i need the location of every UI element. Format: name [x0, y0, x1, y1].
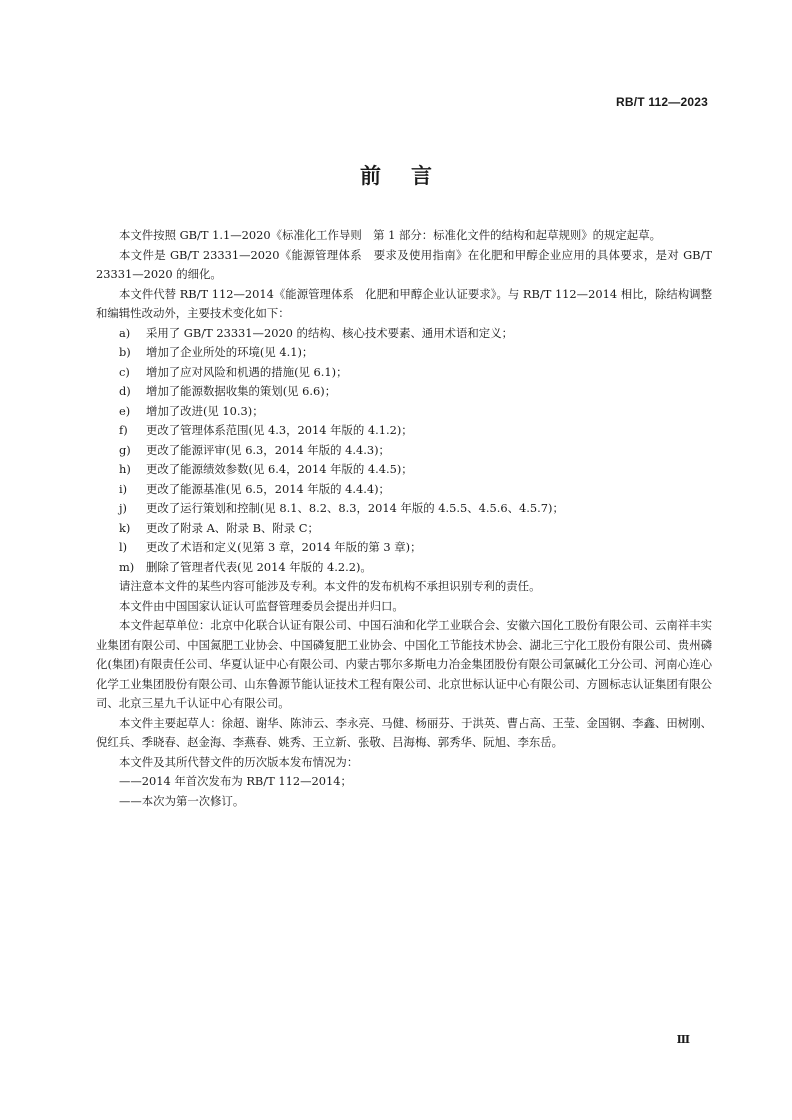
paragraph: 请注意本文件的某些内容可能涉及专利。本文件的发布机构不承担识别专利的责任。 — [119, 579, 541, 593]
paragraph: 本文件主要起草人：徐超、谢华、陈沛云、李永亮、马健、杨丽芬、于洪英、曹占高、王莹、金国钢、李鑫、田树刚、倪红兵、季晓春、赵金海、李燕春、姚秀、王立新、张敬、吕海梅、郭秀华、阮旭、李东岳。 — [96, 715, 712, 749]
list-item-text: 更改了附录 A、附录 B、附录 C； — [146, 520, 319, 535]
list-item — [96, 421, 712, 441]
list-marker: g) — [119, 442, 131, 457]
document-code: RB/T 112—2023 — [616, 95, 708, 109]
page-title: 前言 — [360, 164, 462, 188]
list-item — [96, 324, 712, 344]
list-item — [96, 441, 712, 461]
list-item — [96, 519, 712, 539]
paragraph: 本文件代替 RB/T 112—2014《能源管理体系 化肥和甲醇企业认证要求》。与 RB/T 112—2014 相比，除结构调整和编辑性改动外，主要技术变化如下： — [96, 286, 712, 320]
list-marker: i) — [119, 481, 128, 496]
history-item: ——本次为第一次修订。 — [119, 793, 245, 808]
list-item-text: 更改了能源评审(见 6.3，2014 年版的 4.4.3)； — [146, 442, 390, 457]
foreword-body — [96, 226, 712, 811]
list-marker: d) — [119, 384, 131, 398]
list-item — [96, 558, 712, 578]
list-item — [96, 480, 712, 500]
paragraph: 本文件及其所代替文件的历次版本发布情况为： — [119, 754, 359, 769]
paragraph: 本文件起草单位：北京中化联合认证有限公司、中国石油和化学工业联合会、安徽六国化工股份有限公司、云南祥丰实业集团有限公司、中国氮肥工业协会、中国磷复肥工业协会、中国化工节能技术协会、湖北三宁化工股份有限公司、贵州磷化(集团)有限责任公司、华夏认证中心有限公司、内蒙古鄂尔多斯电力冶金集团股份有限公司氯碱化工分公司、河南心连心化学工业集团股份有限公司、山东鲁源节能认证技术工程有限公司、北京世标认证中心有限公司、方圆标志认证集团有限公司、北京三星九千认证中心有限公司。 — [96, 618, 712, 710]
list-item-text: 更改了运行策划和控制(见 8.1、8.2、8.3，2014 年版的 4.5.5、4.5.6、4.5.7)； — [146, 501, 564, 515]
history-item: ——2014 年首次发布为 RB/T 112—2014； — [119, 774, 352, 788]
list-item-text: 增加了企业所处的环境(见 4.1)； — [146, 345, 314, 359]
list-marker: a) — [119, 325, 131, 340]
paragraph: 本文件按照 GB/T 1.1—2020《标准化工作导则 第 1 部分：标准化文件的结构和起草规则》的规定起草。 — [119, 228, 661, 242]
version-history-list — [96, 772, 712, 811]
list-item-text: 删除了管理者代表(见 2014 年版的 4.2.2)。 — [146, 559, 372, 574]
list-marker: j) — [119, 501, 127, 515]
list-item-text: 更改了能源绩效参数(见 6.4，2014 年版的 4.4.5)； — [146, 462, 413, 476]
list-item — [96, 538, 712, 558]
list-item-text: 更改了术语和定义(见第 3 章，2014 年版的第 3 章)； — [146, 540, 422, 554]
technical-changes-list — [96, 324, 712, 578]
list-item — [96, 460, 712, 480]
list-item-text: 增加了应对风险和机遇的措施(见 6.1)； — [146, 364, 348, 379]
page-number: Ⅲ — [676, 1033, 690, 1046]
list-item-text: 采用了 GB/T 23331—2020 的结构、核心技术要素、通用术语和定义； — [146, 325, 513, 340]
list-item-text: 更改了管理体系范围(见 4.3，2014 年版的 4.1.2)； — [146, 423, 413, 437]
paragraph: 本文件是 GB/T 23331—2020《能源管理体系 要求及使用指南》在化肥和甲醇企业应用的具体要求，是对 GB/T 23331—2020 的细化。 — [96, 247, 712, 281]
list-marker: e) — [119, 403, 131, 418]
list-item-text: 增加了改进(见 10.3)； — [146, 403, 264, 418]
list-marker: b) — [119, 345, 131, 359]
list-item-text: 更改了能源基准(见 6.5，2014 年版的 4.4.4)； — [146, 481, 390, 496]
list-marker: f) — [119, 423, 128, 437]
paragraph: 本文件由中国国家认证认可监督管理委员会提出并归口。 — [119, 598, 404, 613]
list-item — [96, 343, 712, 363]
list-item — [96, 382, 712, 402]
list-item-text: 增加了能源数据收集的策划(见 6.6)； — [146, 384, 337, 398]
list-item — [96, 363, 712, 383]
list-marker: h) — [119, 462, 131, 476]
list-item — [96, 402, 712, 422]
list-marker: c) — [119, 364, 130, 379]
list-item — [96, 499, 712, 519]
list-marker: l) — [119, 540, 128, 554]
list-marker: m) — [119, 559, 135, 574]
list-marker: k) — [119, 520, 131, 535]
